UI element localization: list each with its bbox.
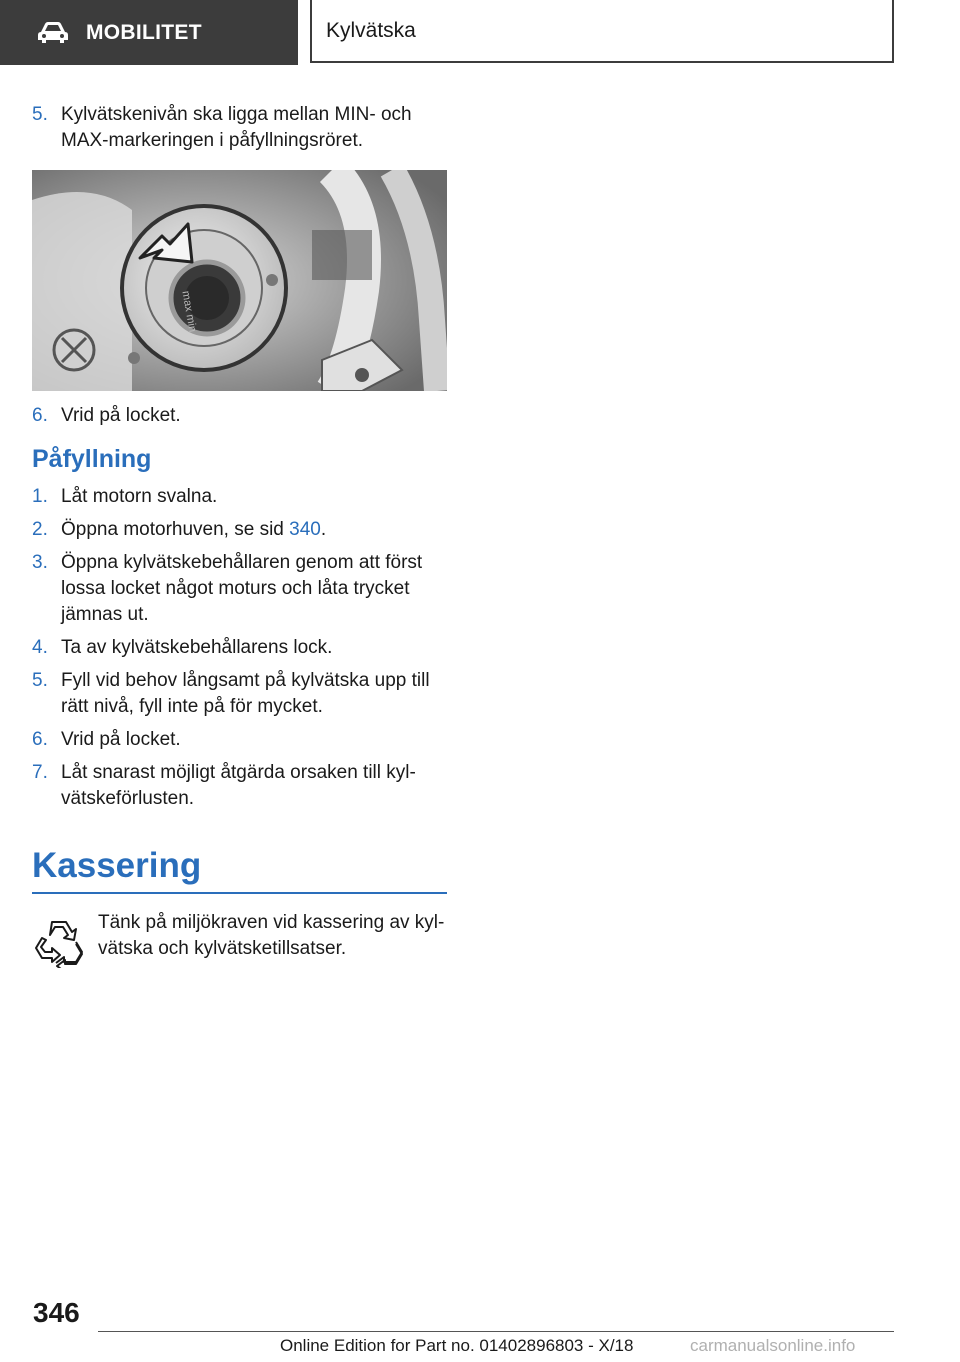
recycle-icon bbox=[32, 914, 86, 968]
step-text bbox=[61, 517, 447, 543]
list-item bbox=[32, 484, 447, 510]
disposal-note bbox=[32, 910, 447, 968]
step-text: Ta av kylvätskebehållarens lock. bbox=[61, 637, 333, 658]
step-number: 6. bbox=[32, 729, 48, 750]
list-item bbox=[32, 550, 447, 628]
cap-label: max min bbox=[179, 289, 199, 333]
step-number: 7. bbox=[32, 762, 48, 783]
filling-heading: Påfyllning bbox=[32, 445, 152, 473]
section-label: MOBILITET bbox=[86, 20, 202, 44]
page-link[interactable]: 340 bbox=[289, 519, 321, 540]
step-text: Öppna kylvätskebehållaren genom att först lossa locket något moturs och låta trycket jämnas ut. bbox=[61, 552, 423, 625]
step-text-end: . bbox=[320, 519, 327, 540]
step-text: Fyll vid behov långsamt på kylvätska upp till rätt nivå, fyll inte på för mycket. bbox=[61, 670, 430, 717]
step-text: Kylvätskenivån ska ligga mellan MIN- och MAX-markeringen i påfyllningsröret. bbox=[61, 104, 412, 151]
step-text: Låt motorn svalna. bbox=[61, 486, 218, 507]
filler-neck-photo bbox=[32, 170, 447, 391]
list-item bbox=[32, 517, 447, 543]
list-item bbox=[32, 403, 447, 429]
step-number: 5. bbox=[32, 670, 48, 691]
watermark: carmanualsonline.info bbox=[690, 1336, 856, 1355]
edition-text: Online Edition for Part no. 01402896803 - X/18 bbox=[280, 1336, 634, 1355]
step-number: 1. bbox=[32, 486, 48, 507]
step-number: 2. bbox=[32, 519, 48, 540]
list-item bbox=[32, 635, 447, 661]
list-item bbox=[32, 102, 447, 154]
list-item bbox=[32, 760, 447, 812]
footer-divider bbox=[98, 1331, 894, 1332]
step-text: Låt snarast möjligt åtgärda orsaken till kyl-vätskeförlusten. bbox=[61, 762, 416, 809]
step-number: 3. bbox=[32, 552, 48, 573]
section-tab[interactable] bbox=[0, 0, 298, 65]
page-number: 346 bbox=[33, 1297, 80, 1328]
list-item bbox=[32, 668, 447, 720]
step-text: Vrid på locket. bbox=[61, 729, 181, 750]
step-number: 5. bbox=[32, 104, 48, 125]
chapter-title: Kylvätska bbox=[326, 18, 416, 42]
chapter-header bbox=[310, 0, 894, 63]
step-number: 4. bbox=[32, 637, 48, 658]
page-content bbox=[32, 102, 447, 968]
car-icon bbox=[36, 21, 70, 45]
step-text-start: Öppna motorhuven, se sid bbox=[61, 519, 290, 540]
step-text: Vrid på locket. bbox=[61, 405, 181, 426]
disposal-heading: Kassering bbox=[32, 846, 447, 894]
step-number: 6. bbox=[32, 405, 48, 426]
list-item bbox=[32, 727, 447, 753]
disposal-note-text: Tänk på miljökraven vid kassering av kyl-vätska och kylvätsketillsatser. bbox=[98, 912, 445, 959]
